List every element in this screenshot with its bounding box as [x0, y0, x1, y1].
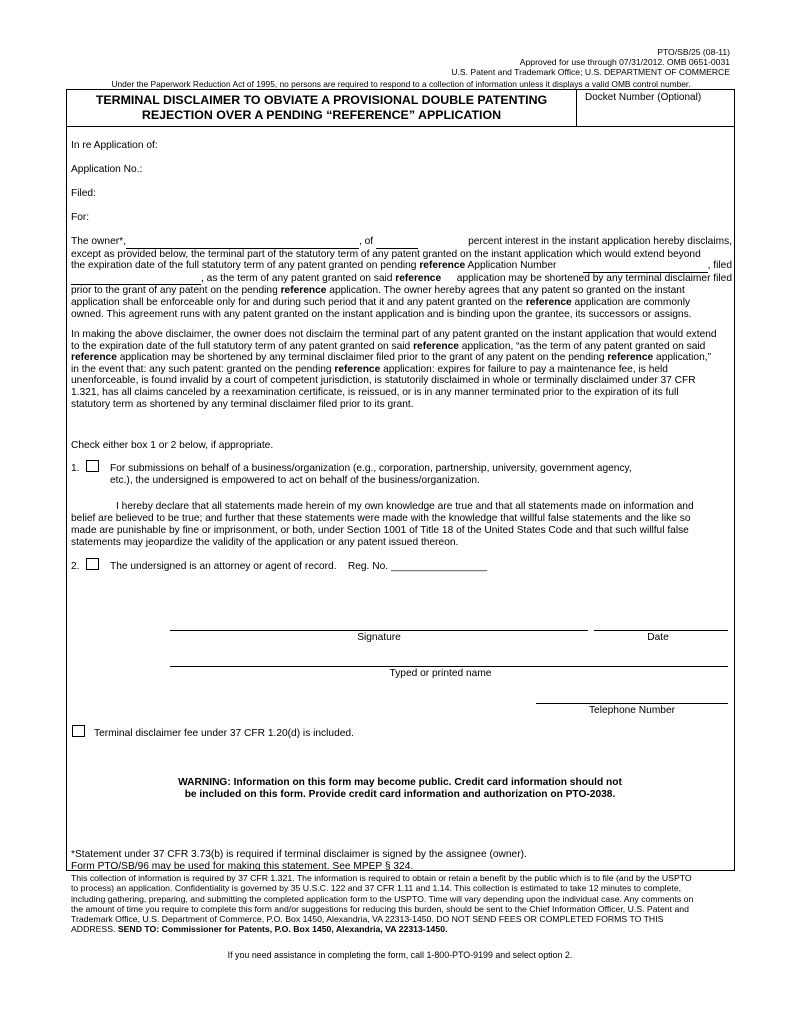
- date-caption: Date: [647, 632, 669, 643]
- typed-name-caption: Typed or printed name: [389, 668, 492, 679]
- box2-text: The undersigned is an attorney or agent of record. Reg. No. _________________: [110, 561, 488, 572]
- assistance-line: If you need assistance in completing the form, call 1-800-PTO-9199 and select option 2.: [227, 950, 573, 960]
- application-no-field[interactable]: Application No.:: [71, 164, 143, 175]
- paperwork-notice: Under the Paperwork Reduction Act of 1995, no persons are required to respond to a collection of information unless it displays a valid OMB control number.: [111, 79, 691, 89]
- typed-name-line[interactable]: [170, 666, 728, 667]
- signature-line[interactable]: [170, 630, 588, 631]
- fee-text: Terminal disclaimer fee under 37 CFR 1.20(d) is included.: [94, 728, 354, 739]
- box1-number: 1.: [71, 463, 80, 474]
- in-re-field[interactable]: In re Application of:: [71, 140, 158, 151]
- reference-application-number-blank[interactable]: [583, 260, 708, 273]
- form-number: PTO/SB/25 (08-11): [657, 47, 730, 57]
- declaration-paragraph: I hereby declare that all statements made herein of my own knowledge are true and that all statements made on information and belief are believed to be true; and further that these statements were made with the knowledge that willful false statements and the like so made are punishable by fine or imprisonment, or both, under Section 1001 of Title 18 of the United States Code and that such willful false statements may jeopardize the validity of the application or any patent issued thereon.: [71, 501, 694, 548]
- check-instruction: Check either box 1 or 2 below, if appropriate.: [71, 440, 274, 451]
- box2-number: 2.: [71, 561, 80, 572]
- docket-number-label: Docket Number (Optional): [585, 92, 702, 103]
- box1-text: For submissions on behalf of a business/organization (e.g., corporation, partnership, university, government agency, etc.), the undersigned is empowered to act on behalf of the business/organization.: [110, 463, 632, 486]
- form-title: TERMINAL DISCLAIMER TO OBVIATE A PROVISIONAL DOUBLE PATENTING REJECTION OVER A PENDING “REFERENCE” APPLICATION: [66, 89, 577, 127]
- disclaimer-paragraph: In making the above disclaimer, the owner does not disclaim the terminal part of any patent granted on the instant application that would extend to the expiration date of the full statutory term of any patent granted on said reference application, “as the term of any patent granted on said reference application may be shortened by any terminal disclaimer filed prior to the grant of any patent on the pending reference application,” in the event that: any such patent: granted on the pending reference application: expires for failure to pay a maintenance fee, is held unenforceable, is found invalid by a court of competent jurisdiction, is statutorily disclaimed in whole or terminally disclaimed under 37 CFR 1.321, has all claims canceled by a reexamination certificate, is reissued, or is in any manner terminated prior to the expiration of its full statutory term as shortened by any terminal disclaimer filed prior to its grant.: [71, 329, 717, 410]
- footnote: *Statement under 37 CFR 3.73(b) is required if terminal disclaimer is signed by the assignee (owner). Form PTO/SB/96 may be used for making this statement. See MPEP § 324.: [71, 849, 527, 872]
- burden-statement: This collection of information is required by 37 CFR 1.321. The information is required to obtain or retain a benefit by the public which is to file (and by the USPTO to process) an application. Confidentiality is governed by 35 U.S.C. 122 and 37 CFR 1.11 and 1.14. This collection is estimated to take 12 minutes to complete, including gathering, preparing, and submitting the completed application form to the USPTO. Time will vary depending upon the individual case. Any comments on the amount of time you require to complete this form and/or suggestions for reducing this burden, should be sent to the Chief Information Officer, U.S. Patent and Trademark Office, U.S. Department of Commerce, P.O. Box 1450, Alexandria, VA 22313-1450. DO NOT SEND FEES OR COMPLETED FORMS TO THIS ADDRESS. SEND TO: Commissioner for Patents, P.O. Box 1450, Alexandria, VA 22313-1450.: [71, 873, 694, 935]
- date-line[interactable]: [594, 630, 728, 631]
- telephone-line[interactable]: [536, 703, 728, 704]
- owner-name-blank[interactable]: [126, 236, 359, 249]
- box2-checkbox[interactable]: [86, 558, 99, 570]
- docket-number-field[interactable]: [576, 89, 735, 127]
- omb-approval: Approved for use through 07/31/2012. OMB 0651-0031: [519, 57, 730, 67]
- percent-interest-blank[interactable]: [376, 236, 418, 249]
- signature-caption: Signature: [357, 632, 401, 643]
- fee-checkbox[interactable]: [72, 725, 85, 737]
- owner-paragraph: The owner*, , of percent interest in the instant application hereby disclaims, except as provided below, the terminal part of the statutory term of any patent granted on the instant application which would extend beyond the expiration date of the full statutory term of any patent granted on pending reference Application Number , filed , as the term of any patent granted on said reference application may be shortened by any terminal disclaimer filed prior to the grant of any patent on the pending reference application. The owner hereby agrees that any patent so granted on the instant application shall be enforceable only for and during such period that it and any patent granted on the reference application are commonly owned. This agreement runs with any patent granted on the instant application and is binding upon the grantee, its successors or assigns.: [71, 236, 732, 320]
- agency-line: U.S. Patent and Trademark Office; U.S. DEPARTMENT OF COMMERCE: [451, 67, 730, 77]
- filed-field[interactable]: Filed:: [71, 188, 96, 199]
- telephone-caption: Telephone Number: [588, 705, 676, 716]
- reg-no-field[interactable]: _________________: [390, 561, 488, 572]
- for-field[interactable]: For:: [71, 212, 90, 223]
- box1-checkbox[interactable]: [86, 460, 99, 472]
- reference-filed-date-blank[interactable]: [71, 273, 201, 286]
- warning-text: WARNING: Information on this form may become public. Credit card information should not be included on this form. Provide credit card information and authorization on PTO-2038.: [178, 777, 622, 800]
